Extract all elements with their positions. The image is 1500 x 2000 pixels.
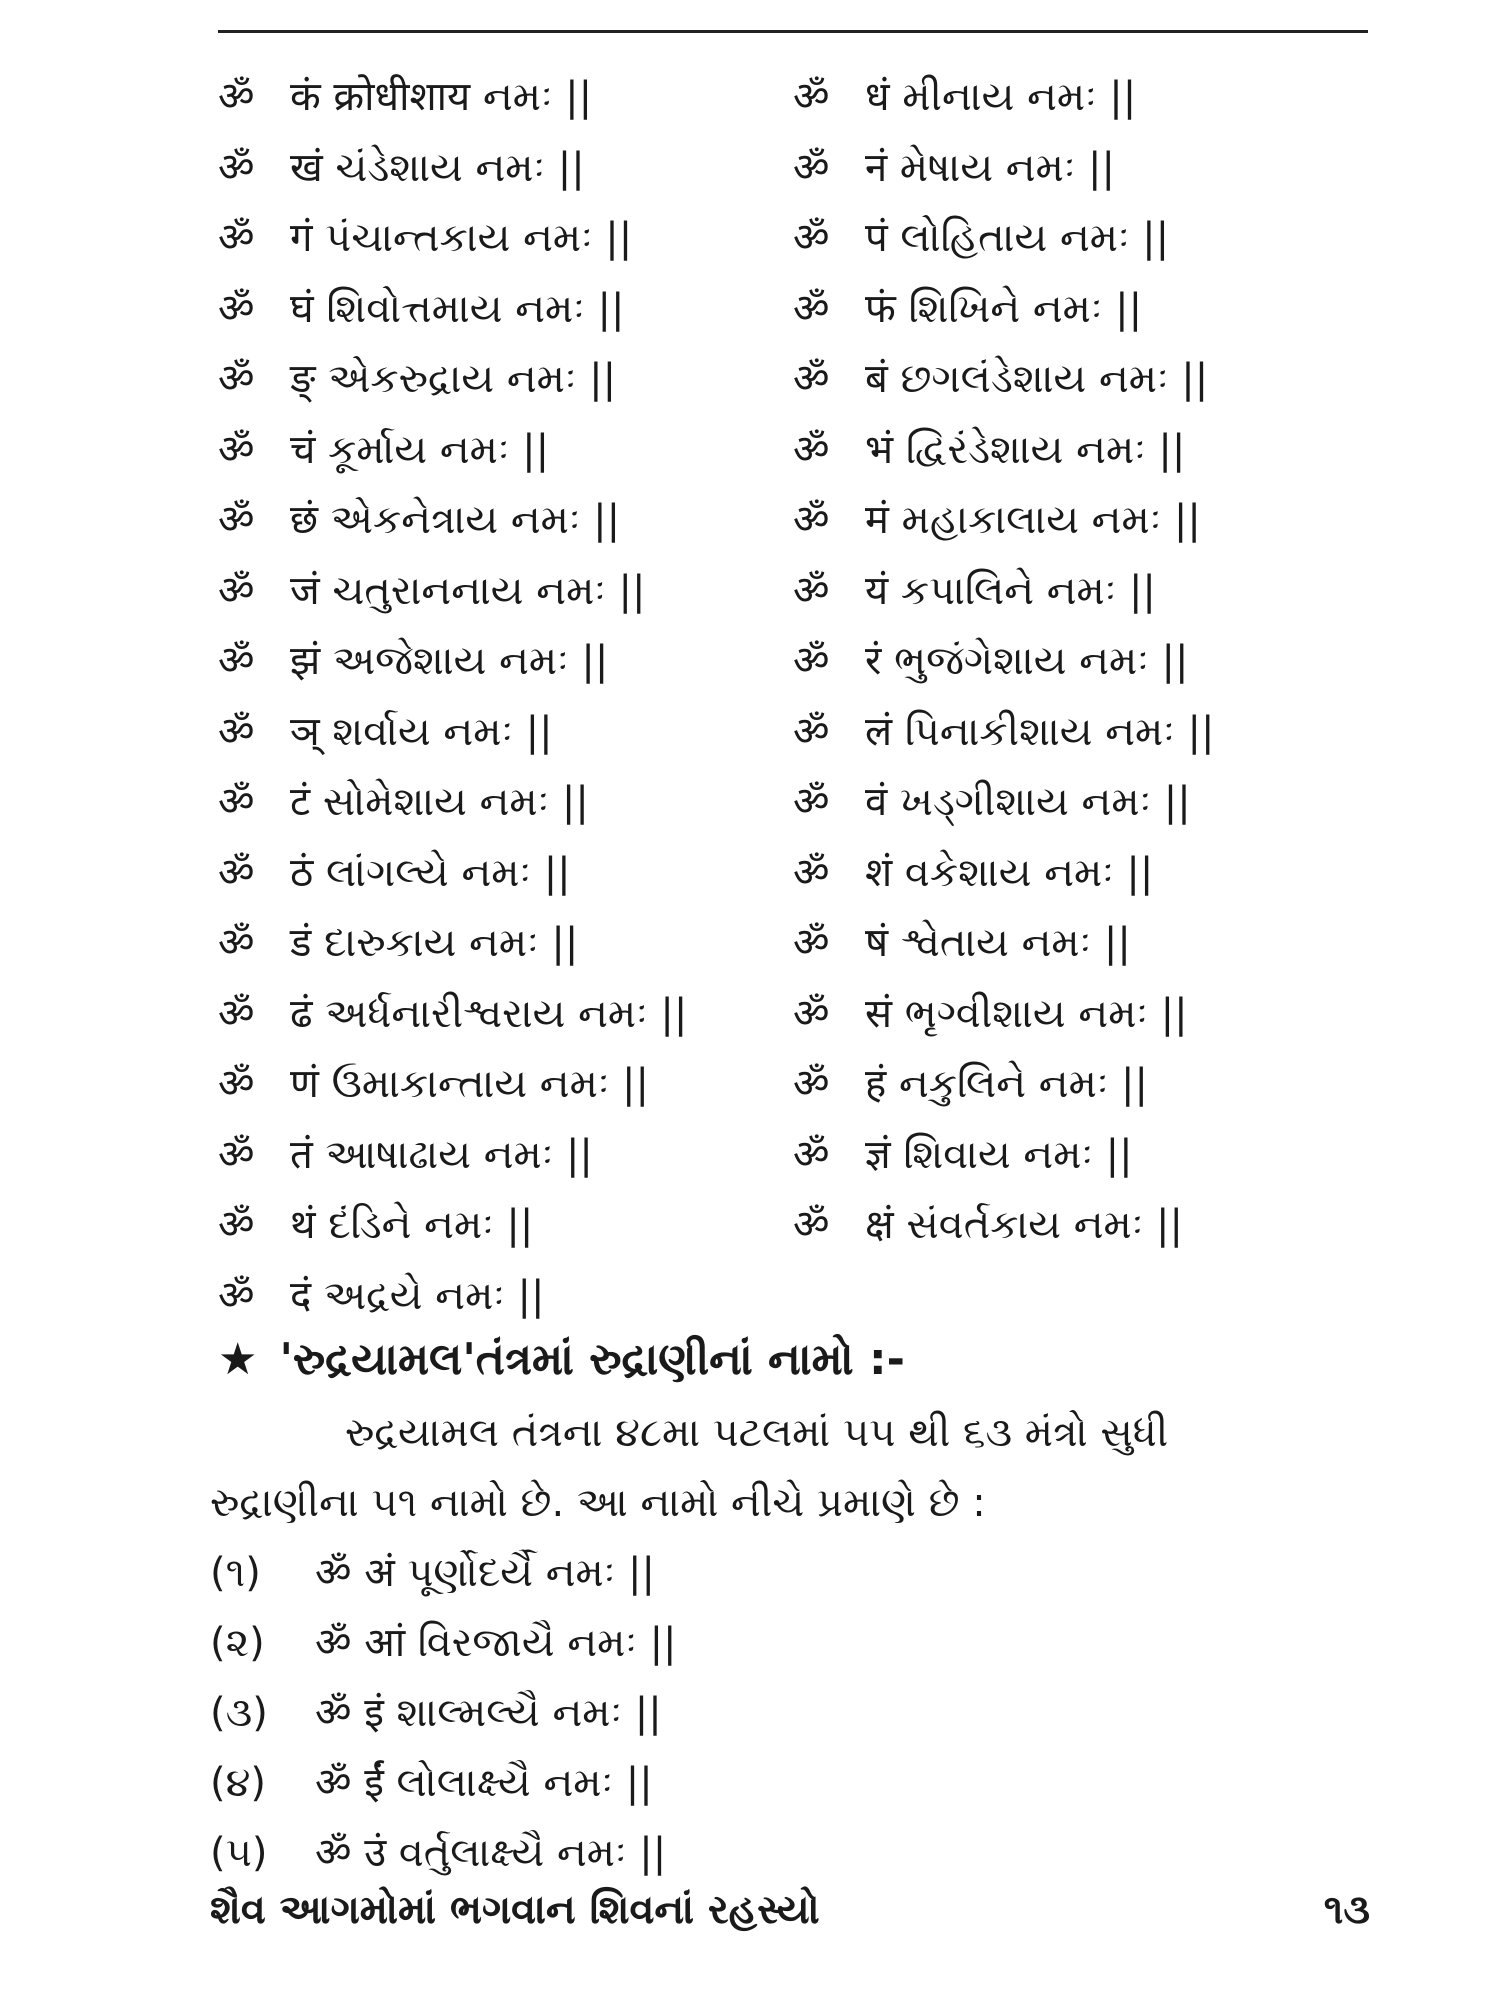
mantra-line bbox=[218, 838, 793, 909]
item-text: ॐ आं વિરજાયૈ નમઃ || bbox=[315, 1620, 677, 1666]
mantra-text: ज्ञं શિવાય નમઃ || bbox=[865, 1131, 1133, 1178]
om-symbol: ॐ bbox=[793, 567, 830, 614]
mantra-line bbox=[218, 767, 793, 838]
om-symbol: ॐ bbox=[793, 74, 830, 120]
om-symbol: ॐ bbox=[218, 215, 255, 261]
mantra-text: पं લોહિતાય નમઃ || bbox=[865, 215, 1170, 261]
mantra-text: जं ચતુરાનનાય નમઃ || bbox=[290, 567, 646, 614]
mantra-line bbox=[793, 62, 1353, 133]
mantra-line bbox=[793, 415, 1353, 486]
om-symbol: ॐ bbox=[218, 849, 255, 896]
mantra-line bbox=[218, 62, 793, 133]
mantra-text: षं શ્વેતાય નમઃ || bbox=[865, 920, 1131, 966]
item-number: (૪) bbox=[210, 1760, 267, 1806]
paragraph-line: રુદ્રાણીના ૫૧ નામો છે. આ નામો નીચે પ્રમાણે છે : bbox=[210, 1480, 986, 1526]
om-symbol: ॐ bbox=[793, 1202, 830, 1248]
mantra-text: ङ् એકરુદ્રાય નમઃ || bbox=[290, 356, 617, 402]
book-title: શૈવ આગમોમાં ભગવાન શિવનાં રહસ્યો bbox=[210, 1887, 820, 1933]
mantra-line bbox=[218, 274, 793, 345]
item-text: ॐ इं શાલ્મલ્યૈ નમઃ || bbox=[315, 1690, 662, 1736]
mantra-text: बं છગલંડેશાય નમઃ || bbox=[865, 356, 1209, 402]
mantra-line bbox=[793, 767, 1353, 838]
om-symbol: ॐ bbox=[793, 638, 830, 684]
mantra-line bbox=[793, 556, 1353, 627]
mantra-line bbox=[793, 344, 1353, 415]
mantra-text: लं પિનાકીશાય નમઃ || bbox=[865, 708, 1215, 755]
numbered-item bbox=[210, 1678, 677, 1748]
mantra-text: गं પંચાન્તકાય નમઃ || bbox=[290, 215, 633, 261]
mantra-line bbox=[793, 274, 1353, 345]
numbered-mantra-list bbox=[210, 1538, 677, 1888]
mantra-text: शं વકેશાય નમઃ || bbox=[865, 849, 1154, 896]
intro-paragraph bbox=[210, 1398, 1370, 1538]
mantra-text: चं કૂર્માય નમઃ || bbox=[290, 426, 550, 473]
mantra-line bbox=[218, 1261, 793, 1332]
om-symbol: ॐ bbox=[218, 1131, 255, 1178]
mantra-line bbox=[793, 1120, 1353, 1191]
mantra-line bbox=[218, 908, 793, 979]
mantra-text: धं મીનાય નમઃ || bbox=[865, 74, 1137, 120]
numbered-item bbox=[210, 1608, 677, 1678]
om-symbol: ॐ bbox=[218, 497, 255, 543]
mantra-text: ञ् શર્વાય નમઃ || bbox=[290, 708, 553, 755]
mantra-line bbox=[218, 979, 793, 1050]
mantra-text: यं કપાલિને નમઃ || bbox=[865, 567, 1156, 614]
om-symbol: ॐ bbox=[218, 779, 255, 825]
mantra-text: सं ભૃગ્વીશાય નમઃ || bbox=[865, 990, 1188, 1037]
mantra-line bbox=[793, 1049, 1353, 1120]
mantra-text: हं નકુલિને નમઃ || bbox=[865, 1061, 1148, 1107]
mantra-text: क्षं સંવર્તકાય નમઃ || bbox=[865, 1202, 1183, 1248]
mantra-line bbox=[218, 415, 793, 486]
mantra-text: तं આષાઢાય નમઃ || bbox=[290, 1131, 593, 1178]
section-heading bbox=[218, 1330, 905, 1390]
om-symbol: ॐ bbox=[218, 1202, 255, 1248]
mantra-text: मं મહાકાલાય નમઃ || bbox=[865, 497, 1201, 543]
mantra-text: टं સોમેશાય નમઃ || bbox=[290, 779, 589, 825]
star-icon: ★ bbox=[218, 1334, 258, 1385]
om-symbol: ॐ bbox=[218, 1061, 255, 1107]
mantra-line bbox=[793, 908, 1353, 979]
om-symbol: ॐ bbox=[218, 708, 255, 755]
mantra-line bbox=[793, 203, 1353, 274]
mantra-text: रं ભુજંગેશાય નમઃ || bbox=[865, 638, 1189, 684]
om-symbol: ॐ bbox=[793, 215, 830, 261]
om-symbol: ॐ bbox=[218, 144, 255, 191]
mantra-text: ढं અર્ધનારીશ્વરાય નમઃ || bbox=[290, 990, 688, 1037]
om-symbol: ॐ bbox=[218, 638, 255, 684]
mantra-text: घं શિવોત્તમાય નમઃ || bbox=[290, 285, 625, 332]
mantra-line bbox=[793, 979, 1353, 1050]
mantra-list bbox=[218, 62, 1353, 1331]
mantra-line bbox=[793, 1190, 1353, 1261]
page-footer bbox=[210, 1880, 1370, 1940]
mantra-text: वं ખડ્ગીશાય નમઃ || bbox=[865, 779, 1191, 825]
om-symbol: ॐ bbox=[218, 1272, 255, 1319]
mantra-text: ठं લાંગલ્યે નમઃ || bbox=[290, 849, 571, 896]
page-number: ૧૩ bbox=[1323, 1887, 1370, 1933]
numbered-item bbox=[210, 1538, 677, 1608]
mantra-line bbox=[793, 133, 1353, 204]
mantra-line bbox=[218, 1190, 793, 1261]
mantra-text: डं દારુકાય નમઃ || bbox=[290, 920, 579, 966]
mantra-line bbox=[793, 1261, 1353, 1332]
mantra-text: णं ઉમાકાન્તાય નમઃ || bbox=[290, 1061, 649, 1107]
section-heading-text: 'રુદ્રયામલ'તંત્રમાં રુદ્રાણીનાં નામો :- bbox=[279, 1334, 905, 1385]
item-number: (૫) bbox=[210, 1830, 268, 1876]
om-symbol: ॐ bbox=[793, 426, 830, 473]
item-text: ॐ उं વર્તુલાક્ષ્યૈ નમઃ || bbox=[315, 1830, 667, 1876]
mantra-text: कं क्रोधीशाय નમઃ || bbox=[290, 74, 593, 120]
mantra-text: झं અજેશાય નમઃ || bbox=[290, 638, 609, 684]
mantra-line bbox=[218, 344, 793, 415]
mantra-text: खं ચંડેશાય નમઃ || bbox=[290, 144, 585, 191]
top-rule bbox=[218, 30, 1368, 33]
mantra-line bbox=[218, 1120, 793, 1191]
mantra-text: नं મેષાય નમઃ || bbox=[865, 144, 1115, 191]
om-symbol: ॐ bbox=[218, 567, 255, 614]
mantra-text: फं શિખિને નમઃ || bbox=[865, 285, 1143, 332]
item-text: ॐ ईं લોલાક્ષ્યૈ નમઃ || bbox=[315, 1760, 653, 1806]
item-number: (૧) bbox=[210, 1550, 261, 1596]
mantra-line bbox=[793, 838, 1353, 909]
paragraph-line: રુદ્રયામલ તંત્રના ૪૮મા પટલમાં ૫૫ થી ૬૩ મંત્રો સુધી bbox=[345, 1410, 1169, 1456]
mantra-line bbox=[218, 697, 793, 768]
om-symbol: ॐ bbox=[793, 356, 830, 402]
numbered-item bbox=[210, 1748, 677, 1818]
mantra-line bbox=[218, 1049, 793, 1120]
om-symbol: ॐ bbox=[793, 708, 830, 755]
item-number: (૨) bbox=[210, 1620, 265, 1666]
mantra-line bbox=[218, 626, 793, 697]
mantra-line bbox=[218, 203, 793, 274]
om-symbol: ॐ bbox=[793, 1131, 830, 1178]
om-symbol: ॐ bbox=[793, 1061, 830, 1107]
om-symbol: ॐ bbox=[218, 920, 255, 966]
om-symbol: ॐ bbox=[793, 779, 830, 825]
om-symbol: ॐ bbox=[218, 426, 255, 473]
om-symbol: ॐ bbox=[218, 285, 255, 332]
om-symbol: ॐ bbox=[793, 849, 830, 896]
mantra-text: छं એકનેત્રાય નમઃ || bbox=[290, 497, 621, 543]
mantra-line bbox=[793, 485, 1353, 556]
om-symbol: ॐ bbox=[793, 285, 830, 332]
om-symbol: ॐ bbox=[793, 990, 830, 1037]
mantra-line bbox=[793, 697, 1353, 768]
mantra-line bbox=[218, 133, 793, 204]
mantra-line bbox=[218, 556, 793, 627]
om-symbol: ॐ bbox=[793, 144, 830, 191]
mantra-text: भं દ્વિરંડેશાય નમઃ || bbox=[865, 426, 1186, 473]
item-text: ॐ अं પૂર્ણોદર્યૈ નમઃ || bbox=[315, 1550, 655, 1596]
numbered-item bbox=[210, 1818, 677, 1888]
om-symbol: ॐ bbox=[793, 920, 830, 966]
mantra-line bbox=[218, 485, 793, 556]
mantra-line bbox=[793, 626, 1353, 697]
om-symbol: ॐ bbox=[218, 990, 255, 1037]
om-symbol: ॐ bbox=[218, 74, 255, 120]
mantra-text: दं અદ્રયે નમઃ || bbox=[290, 1272, 545, 1319]
om-symbol: ॐ bbox=[218, 356, 255, 402]
om-symbol: ॐ bbox=[793, 497, 830, 543]
mantra-text: थं દંડિને નમઃ || bbox=[290, 1202, 534, 1248]
item-number: (૩) bbox=[210, 1690, 268, 1736]
